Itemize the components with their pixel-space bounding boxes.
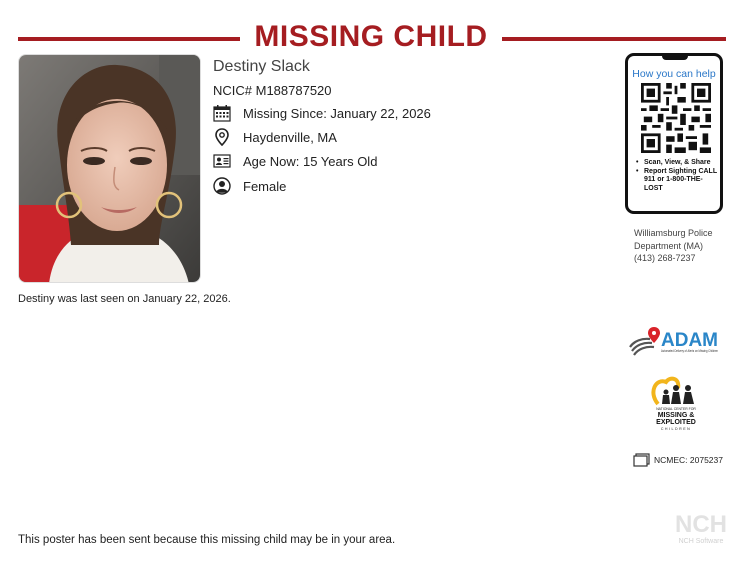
how-to-help-card [625, 53, 723, 214]
nch-software-logo [673, 504, 729, 546]
adam-logo [628, 325, 720, 361]
id-card-icon [213, 152, 231, 170]
age-row [213, 152, 377, 170]
sex-row [213, 177, 286, 195]
person-icon [213, 177, 231, 195]
agency-phone: (413) 268-7237 [634, 253, 696, 263]
poster-footer-note: This poster has been sent because this missing child may be in your area. [18, 534, 396, 546]
location-pin-icon [213, 128, 231, 146]
missing-since-text: Missing Since: January 22, 2026 [243, 105, 431, 121]
age-text: Age Now: 15 Years Old [243, 153, 378, 169]
svg-text:MISSING &: MISSING & [657, 412, 695, 419]
location-row [213, 128, 337, 146]
poster-header [18, 18, 726, 58]
qr-code-icon[interactable] [641, 83, 711, 153]
ncic-number: NCIC# M188787520 [213, 83, 332, 98]
child-photo [18, 54, 201, 283]
agency-name: Williamsburg Police Department (MA) [634, 228, 713, 251]
help-steps-list [636, 159, 720, 193]
phone-notch [662, 54, 688, 60]
ncmec-id-text: NCMEC: 2075237 [654, 455, 723, 465]
header-rule-right [502, 37, 726, 41]
ncmec-id-row [633, 453, 723, 467]
missing-since-row [213, 104, 431, 122]
how-you-can-help-title: How you can help [632, 68, 716, 80]
svg-text:NCH Software: NCH Software [678, 538, 724, 545]
help-step-report: • Report Sighting CALL 911 or 1-800-THE-LOST [636, 168, 720, 194]
location-text: Haydenville, MA [243, 129, 337, 145]
case-file-icon [633, 453, 650, 467]
agency-contact [634, 227, 734, 265]
poster-title: MISSING CHILD [254, 20, 488, 53]
help-step-scan: • Scan, View, & Share [636, 159, 720, 168]
svg-text:NCH: NCH [675, 511, 727, 538]
svg-text:CHILDREN: CHILDREN [660, 427, 692, 431]
ncmec-logo [648, 374, 704, 434]
svg-text:Automated Delivery of Alerts o: Automated Delivery of Alerts on Missing Children [661, 349, 718, 353]
svg-text:EXPLOITED: EXPLOITED [656, 419, 696, 426]
calendar-icon [213, 104, 231, 122]
header-rule-left [18, 37, 240, 41]
svg-text:ADAM: ADAM [661, 330, 718, 351]
child-name: Destiny Slack [213, 58, 310, 75]
sex-text: Female [243, 178, 287, 194]
svg-text:NATIONAL CENTER FOR: NATIONAL CENTER FOR [656, 407, 696, 411]
last-seen-summary: Destiny was last seen on January 22, 2026. [18, 293, 231, 305]
child-details [213, 58, 593, 194]
